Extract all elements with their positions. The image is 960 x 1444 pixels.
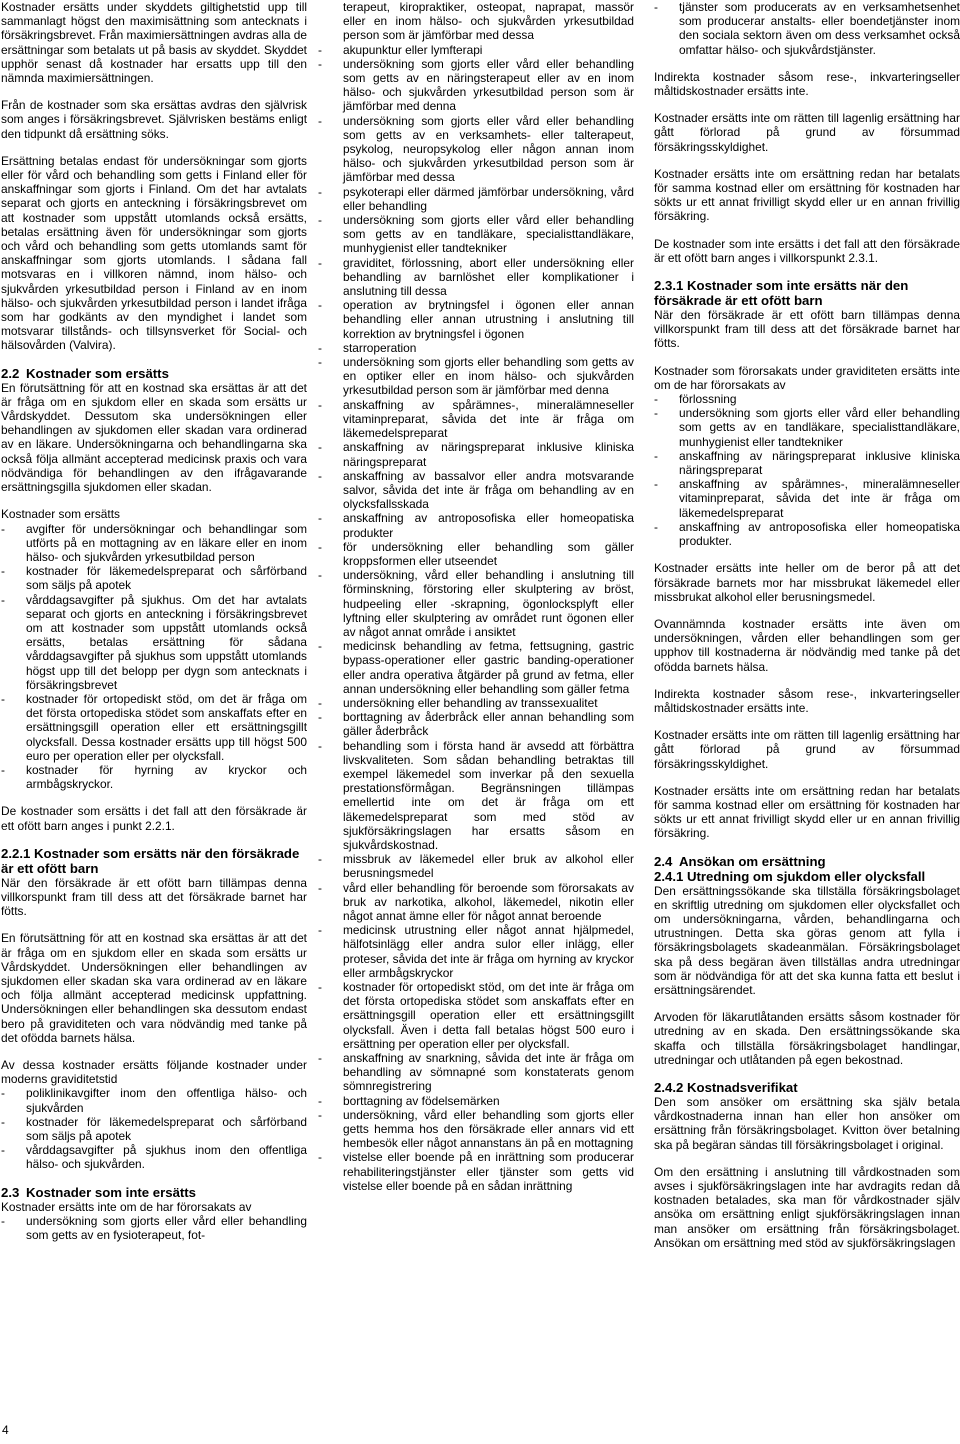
list-not-covered-cont: [318, 43, 634, 1193]
paragraph: Av dessa kostnader ersätts följande kostnader under moderns graviditetstid: [1, 1058, 307, 1087]
paragraph: När den försäkrade är ett ofött barn tillämpas denna villkorspunkt fram till dess att det försäkrade barnet har fötts.: [654, 308, 960, 351]
paragraph: Kostnader ersätts inte om ersättning redan har betalats för samma kostnad eller om ersättning för kostnaden har sökts ur ett annat frivilligt skydd eller ur en annan frivillig försäkring.: [654, 783, 960, 841]
list-item-continuation: terapeut, kiropraktiker, osteopat, naprapat, massör eller en inom hälso- och sjukvården yrkesutbildad person som är jämförbar med dessa: [343, 0, 634, 43]
paragraph: En förutsättning för att en kostnad ska ersättas är att det är fråga om en sjukdom eller en skada som ersätts ur Vårdskyddet. Dessutom ska undersökningen eller behandlingen av sjukdomen eller skadan vara ordinerad av en läkare. Undersökningarna och behandlingarna ska också följa allmänt accepterad medicinsk praxis och vara nödvändiga för behandlingen av den ifrågavarande ersättningsgilla sjukdomen eller skadan.: [1, 380, 307, 495]
paragraph: Indirekta kostnader såsom rese-, inkvarteringseller måltidskostnader ersätts inte.: [654, 69, 960, 99]
list-item: - undersökning, vård eller behandling som gjorts eller getts hemma hos den försäkrade eller annars vid ett hembesök eller något annanstans än på en mottagning: [318, 1108, 634, 1151]
list-item: - vårddagsavgifter på sjukhus. Om det har avtalats separat och gjorts en anteckning i försäkringsbrevet om att kostnader som uppstått utomlands också ersätts, betalas ersättning för sådana vårddagsavgifter på sjukhus som uppstått utomlands högst upp till det belopp per dygn som antecknats i försäkringsbrevet: [1, 593, 307, 692]
list-item: - anskaffning av spårämnes-, mineralämneseller vitaminpreparat, såvida det inte är fråga om läkemedelspreparat: [318, 398, 634, 441]
column-left: [1, 0, 307, 1242]
list-item: - borttagning av födelsemärken: [318, 1094, 634, 1108]
list-item: - medicinsk behandling av fetma, fettsugning, gastric bypass-operationer eller gastric banding-operationer eller andra operativa åtgärder på grund av fetma, eller annan undersökning eller behandling som gäller fetma: [318, 639, 634, 696]
section-heading-2-4-2: 2.4.2 Kostnadsverifikat: [654, 1079, 798, 1095]
list-item: - vistelse eller boende på en inrättning som producerar rehabiliteringstjänster eller tjänster som getts vid vistelse eller boende på en sådan inrättning: [318, 1150, 634, 1193]
list-item: - undersökning eller behandling av transsexualitet: [318, 696, 634, 710]
paragraph: Ovannämnda kostnader ersätts inte även om undersökningen, vården eller behandlingen som ger upphov till kostnaderna är nödvändig med tanke på det ofödda barnets hälsa.: [654, 616, 960, 674]
section-heading-2-3-1: 2.3.1 Kostnader som inte ersätts när den försäkrade är ett ofött barn: [654, 278, 909, 309]
paragraph: Från de kostnader som ska ersättas avdras den självrisk som anges i försäkringsbrevet. Självrisken bestäms enligt den tidpunkt då ersättning söks.: [1, 98, 307, 141]
paragraph: Kostnader som ersätts: [1, 507, 120, 522]
list-item: - kostnader för läkemedelspreparat och sårförband som säljs på apotek: [1, 564, 307, 592]
list-item: - avgifter för undersökningar och behandlingar som utförts på en mottagning av en läkare eller en inom hälso- och sjukvården yrkesutbildad person: [1, 522, 307, 565]
list-item: - anskaffning av antroposofiska eller homeopatiska produkter: [318, 511, 634, 539]
list-item: - anskaffning av spårämnes-, mineralämneseller vitaminpreparat, såvida det inte är fråga om läkemedelspreparat: [654, 477, 960, 520]
list-not-covered-end: [654, 0, 960, 57]
section-heading-2-3: 2.3 Kostnader som inte ersätts: [1, 1184, 197, 1200]
section-heading-2-2-1: 2.2.1 Kostnader som ersätts när den försäkrade är ett ofött barn: [1, 845, 300, 876]
list-item: - anskaffning av antroposofiska eller homeopatiska produkter.: [654, 520, 960, 548]
list-item: - vård eller behandling för beroende som förorsakats av bruk av narkotika, alkohol, läkemedel, nikotin eller något annat ämne eller för något annat beroende: [318, 881, 634, 924]
column-middle: [318, 0, 634, 1193]
list-item: - akupunktur eller lymfterapi: [318, 43, 634, 57]
paragraph: Kostnader ersätts inte heller om de beror på att det försäkrade barnets mor har missbrukat läkemedel eller missbrukat alkohol eller berusningsmedel.: [654, 561, 960, 604]
list-not-covered: [1, 1214, 307, 1242]
list-item: - tjänster som producerats av en verksamhetsenhet som producerar anstalts- eller boendetjänster inom den sociala sektorn även om dess verksamhet också omfattar hälso- och sjukvårdstjänster.: [654, 0, 960, 57]
paragraph: Kostnader ersätts under skyddets giltighetstid upp till sammanlagt högst den maximisättning som antecknats i försäkringsbrevet. Från maximiersättningen avdras alla de ersättningar som betalats ut på basis av skyddet. Skyddet upphör senast då kostnader har ersatts upp till den nämnda maximiersättningen.: [1, 0, 307, 86]
paragraph: Kostnader som förorsakats under graviditeten ersätts inte om de har förorsakats av: [654, 363, 960, 392]
section-heading-2-2: 2.2 Kostnader som ersätts: [1, 365, 169, 381]
paragraph: Den som ansöker om ersättning ska själv betala vårdkostnaderna innan han eller hon ansöker om ersättning från försäkringsbolaget. Kvitton över betalning ska på begäran sändas till försäkringsbolaget i original.: [654, 1094, 960, 1152]
list-item: - operation av brytningsfel i ögonen eller annan behandling eller annan utrustning i anslutning till korrektion av brytningsfel i ögonen: [318, 298, 634, 341]
list-item: - anskaffning av bassalvor eller andra motsvarande salvor, såvida det inte är fråga om behandling av en olycksfallsskada: [318, 469, 634, 512]
list-item: - kostnader för ortopediskt stöd, om det inte är fråga om det första ortopediska stödet som anskaffats efter en ersättningsgill operation eller ett ersättningsgillt olycksfall. Även i detta fall betalas högst 500 euro i ersättning per operation eller per olycksfall.: [318, 980, 634, 1051]
page-number: 4: [2, 1423, 9, 1437]
list-item: - psykoterapi eller därmed jämförbar undersökning, vård eller behandling: [318, 185, 634, 213]
list-item: - missbruk av läkemedel eller bruk av alkohol eller berusningsmedel: [318, 852, 634, 880]
list-unborn-covered: [1, 1086, 307, 1171]
list-item: - poliklinikavgifter inom den offentliga hälso- och sjukvården: [1, 1086, 307, 1114]
list-item: - undersökning som gjorts eller vård eller behandling som getts av en verksamhets- eller talterapeut, psykolog, neuropsykolog eller någon annan inom hälso- och sjukvården yrkesutbildad person som är jämförbar med dessa: [318, 114, 634, 185]
list-item: - kostnader för hyrning av kryckor och armbågskryckor.: [1, 763, 307, 791]
paragraph: Ersättning betalas endast för undersökningar som gjorts eller för vård och behandling som getts i Finland eller för anskaffningar som gjorts i Finland. Om det har avtalats separat och gjorts en anteckning i försäkringsbrevet om att kostnader som uppstått utomlands också ersätts, betalas ersättning även för undersökningar som gjorts och vård och behandling som getts utomlands samt för anskaffningar som gjorts utomlands. I sådana fall motsvaras en i villkoren nämnd, inom hälso- och sjukvården yrkesutbildad person i Finland av en inom hälso- och sjukvården yrkesutbildad person i landet ifråga som har godkänts av den myndighet i landet som motsvarar tillstånds- och tillsynsverket för Social- och hälsovården (Valvira).: [1, 153, 307, 353]
list-item: - medicinsk utrustning eller något annat hjälpmedel, hälfotsinlägg eller andra sulor eller inlägg, eller proteser, såvida det inte är fråga om hyrning av kryckor eller armbågskryckor: [318, 923, 634, 980]
list-item: - kostnader för ortopediskt stöd, om det är fråga om det första ortopediska stödet som anskaffats efter en ersättningsgill operation eller ett ersättningsgillt olycksfall. Dessa kostnader ersätts upp till högst 500 euro per operation eller per olycksfall.: [1, 692, 307, 763]
list-item: - förlossning: [654, 392, 960, 406]
list-item: - undersökning, vård eller behandling i anslutning till förminskning, förstoring eller skulptering av bröst, hudpeeling eller -skrapning, ögonlocksplyft eller lyftning eller skulptering av området runt ögonen eller av något annat område i ansiktet: [318, 568, 634, 639]
paragraph: Kostnader ersätts inte om ersättning redan har betalats för samma kostnad eller om ersättning för kostnaden har sökts ur ett annat frivilligt skydd eller ur en annan frivillig försäkring.: [654, 166, 960, 224]
list-item: - anskaffning av snarkning, såvida det inte är fråga om behandling av sömnapné som konstaterats genom sömnregistrering: [318, 1051, 634, 1094]
list-item: - undersökning som gjorts eller vård eller behandling som getts av en näringsterapeut eller av en inom hälso- och sjukvården yrkesutbildad person som är jämförbar med denna: [318, 57, 634, 114]
list-unborn-not-covered: [654, 392, 960, 548]
paragraph: De kostnader som inte ersätts i det fall att den försäkrade är ett ofött barn anges i villkorspunkt 2.3.1.: [654, 236, 960, 265]
list-item: - anskaffning av näringspreparat inklusive kliniska näringspreparat: [654, 449, 960, 477]
list-item: - undersökning som gjorts eller behandling som getts av en optiker eller en inom hälso- och sjukvården yrkesutbildad person som är jämförbar med denna: [318, 355, 634, 398]
list-item: - undersökning som gjorts eller vård eller behandling som getts av en tandläkare, specialisttandläkare, munhygienist eller tandtekniker: [318, 213, 634, 256]
list-item: - starroperation: [318, 341, 634, 355]
paragraph: Indirekta kostnader såsom rese-, inkvarteringseller måltidskostnader ersätts inte.: [654, 686, 960, 715]
list-item: - anskaffning av näringspreparat inklusive kliniska näringspreparat: [318, 440, 634, 468]
paragraph: En förutsättning för att en kostnad ska ersättas är att det är fråga om en sjukdom eller en skada som ersätts ur Vårdskyddet. Undersökningen eller behandlingen av sjukdomen eller skadan ska vara ordinerad av en läkare och följa allmänt accepterad medicinsk uppfattning. Undersökningen eller behandlingen ska dessutom endast bero på graviditeten och vara nödvändig med tanke på det ofödda barnets hälsa.: [1, 931, 307, 1045]
paragraph: Om den ersättning i anslutning till vårdkostnaden som avses i sjukförsäkringslagen inte har avdragits redan då kostnaden betalades, ska man för vårdkostnader själv ansöka om ersättning enligt sjukförsäkringslagen innan man ansöker om ersättning från försäkringsbolaget. Ansökan om ersättning med stöd av sjukförsäkringslagen: [654, 1164, 960, 1250]
paragraph: Kostnader ersätts inte om de har förorsakats av: [1, 1199, 252, 1214]
paragraph: De kostnader som ersätts i det fall att den försäkrade är ett ofött barn anges i punkt 2.2.1.: [1, 804, 307, 833]
list-item: - behandling som i första hand är avsedd att förbättra livskvaliteten. Som sådan behandling betraktas till exempel läkemedel som inverkar på den sexuella prestationsförmågan. Begränsningen tillämpas emellertid inte om det är fråga om ett läkemedelspreparat som med stöd av sjukförsäkringslagen har ersatts såsom en sjukvårdskostnad.: [318, 739, 634, 853]
paragraph: När den försäkrade är ett ofött barn tillämpas denna villkorspunkt fram till dess att det försäkrade barnet har fötts.: [1, 875, 307, 919]
list-item: - kostnader för läkemedelspreparat och sårförband som säljs på apotek: [1, 1115, 307, 1143]
section-heading-2-4: 2.4 Ansökan om ersättning: [654, 853, 826, 869]
list-covered-costs: [1, 522, 307, 792]
list-item: - borttagning av åderbråck eller annan behandling som gäller åderbråck: [318, 710, 634, 738]
column-right: [654, 0, 960, 1250]
paragraph: Kostnader ersätts inte om rätten till lagenlig ersättning har gått förlorad på grund av försummad försäkringsskyldighet.: [654, 111, 960, 154]
list-item: - undersökning som gjorts eller vård eller behandling som getts av en fysioterapeut, fot-: [1, 1214, 307, 1242]
list-item: - undersökning som gjorts eller vård eller behandling som getts av en tandläkare, specialisttandläkare, munhygienist eller tandtekniker: [654, 406, 960, 449]
list-item: - graviditet, förlossning, abort eller undersökning eller behandling av barnlöshet eller komplikationer i anslutning till dessa: [318, 256, 634, 299]
list-item: - vårddagsavgifter på sjukhus inom den offentliga hälso- och sjukvården.: [1, 1143, 307, 1171]
section-heading-2-4-1: 2.4.1 Utredning om sjukdom eller olycksfall: [654, 868, 926, 884]
list-item: - för undersökning eller behandling som gäller kroppsformen eller utseendet: [318, 540, 634, 568]
paragraph: Den ersättningssökande ska tillställa försäkringsbolaget en skriftlig utredning om sjukdomen eller olycksfallet och om undersökningarna, vården, behandlingarna och utrustningen. Detta ska göras genom att fylla i försäkringsbolagets skadeanmälan. Försäkringsbolaget ska på dess begäran även tillställas andra utredningar som är nödvändiga för att det ska kunna fatta ett beslut i ersättningsärendet.: [654, 883, 960, 997]
paragraph: Arvoden för läkarutlåtanden ersätts såsom kostnader för utredning av en skada. Den ersättningssökande ska skaffa och tillställa försäkringsbolaget handlingar, utredningar och utlåtanden på egen bekostnad.: [654, 1010, 960, 1067]
paragraph: Kostnader ersätts inte om rätten till lagenlig ersättning har gått förlorad på grund av försummad försäkringsskyldighet.: [654, 728, 960, 771]
